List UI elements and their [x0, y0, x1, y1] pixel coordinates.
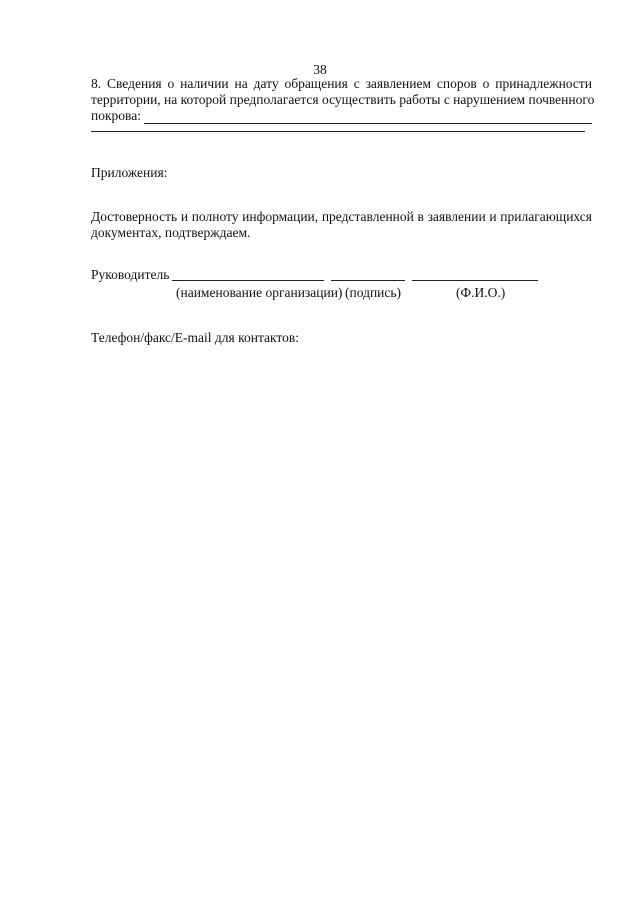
confirmation-line-2: документах, подтверждаем.: [91, 225, 251, 240]
organization-caption: (наименование организации): [176, 285, 343, 300]
contacts-label: Телефон/факс/E-mail для контактов:: [91, 330, 299, 345]
section-8-line-2: территории, на которой предполагается осуществить работы с нарушением почвенного: [91, 92, 595, 107]
confirmation-line-1: Достоверность и полноту информации, представленной в заявлении и прилагающихся: [91, 209, 592, 224]
pokrov-input-line[interactable]: [144, 111, 592, 124]
page-number: 38: [313, 62, 327, 77]
confirmation-paragraph: [91, 209, 592, 241]
pokrov-label: покрова:: [91, 108, 141, 123]
section-8-line-3: [91, 108, 592, 124]
signature-line[interactable]: [331, 280, 405, 281]
attachments-label: Приложения:: [91, 165, 168, 180]
full-name-line[interactable]: [412, 280, 538, 281]
signature-caption: (подпись): [345, 285, 402, 300]
section-8-paragraph: [91, 76, 595, 108]
full-name-caption: (Ф.И.О.): [456, 285, 506, 300]
signature-label: Руководитель: [91, 267, 170, 282]
section-8-continuation-line[interactable]: [91, 131, 585, 132]
organization-name-line[interactable]: [172, 280, 324, 281]
section-8-line-1: 8. Сведения о наличии на дату обращения с заявлением споров о принадлежности: [91, 76, 592, 91]
